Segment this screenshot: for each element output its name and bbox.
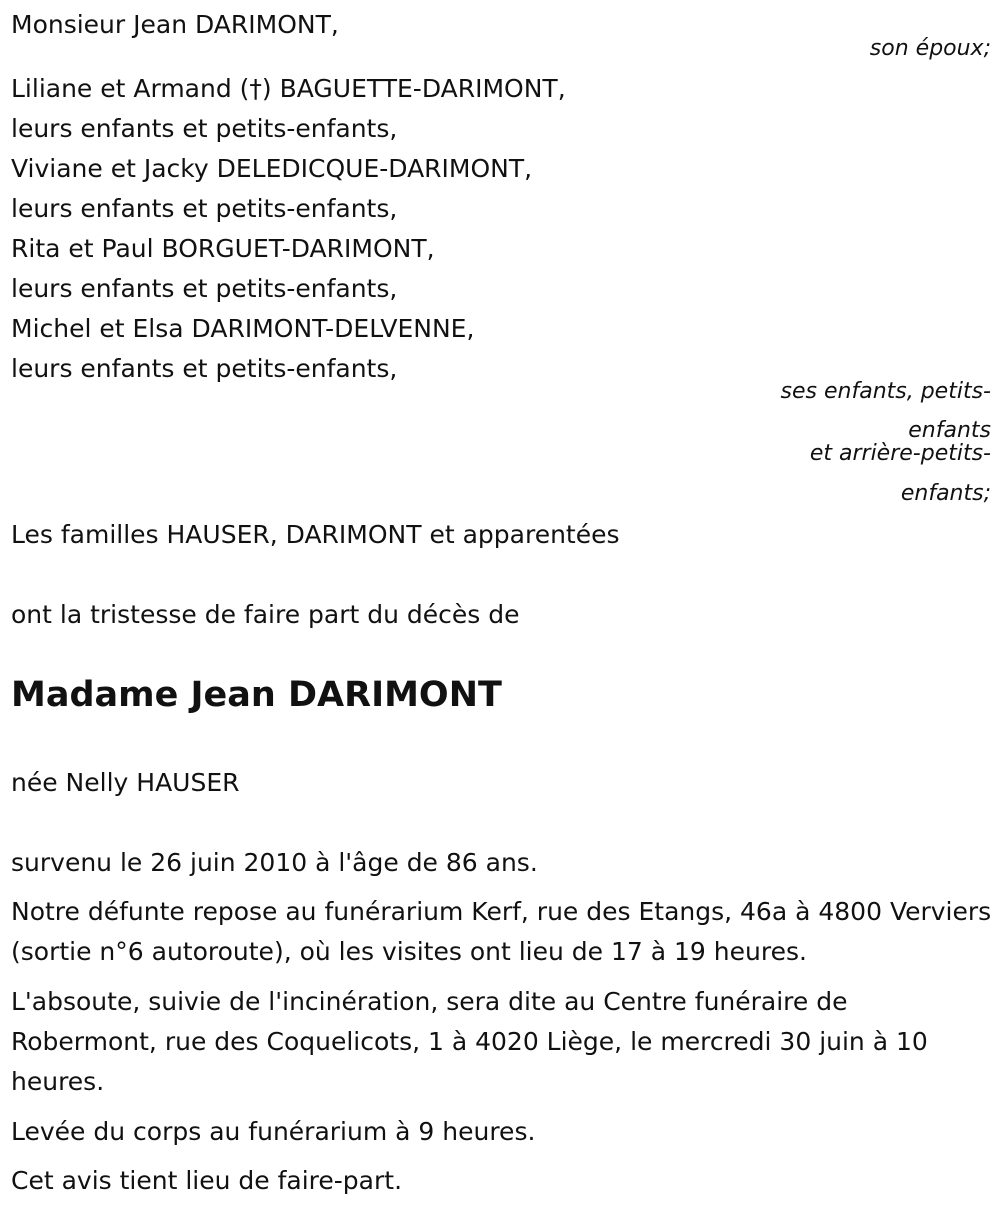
husband-role: son époux; <box>869 36 991 61</box>
removal-line: Levée du corps au funérarium à 9 heures. <box>11 1117 536 1146</box>
children-role-line-1: ses enfants, petits- <box>780 379 991 404</box>
children-role-line-3: et arrière-petits- <box>809 441 991 466</box>
child-3-descendants: leurs enfants et petits-enfants, <box>11 274 398 303</box>
closing-line: Cet avis tient lieu de faire-part. <box>11 1166 403 1195</box>
death-info: survenu le 26 juin 2010 à l'âge de 86 ans. <box>11 848 538 877</box>
deceased-name: Madame Jean DARIMONT <box>11 675 502 715</box>
child-2-descendants: leurs enfants et petits-enfants, <box>11 194 398 223</box>
funeral-home-paragraph: Notre défunte repose au funérarium Kerf, rue des Etangs, 46a à 4800 Verviers (sortie n°6 autoroute), où les visites ont lieu de 17 à 19 heures. <box>11 897 992 966</box>
child-3-couple: Rita et Paul BORGUET-DARIMONT, <box>11 234 435 263</box>
ceremony-paragraph: L'absoute, suivie de l'incinération, sera dite au Centre funéraire de Robermont, rue des Coquelicots, 1 à 4020 Liège, le mercredi 30 juin à 10 heures. <box>11 987 928 1096</box>
children-role-line-4: enfants; <box>900 481 991 506</box>
child-2-couple: Viviane et Jacky DELEDICQUE-DARIMONT, <box>11 154 533 183</box>
children-role-line-2: enfants <box>908 418 991 443</box>
child-4-couple: Michel et Elsa DARIMONT-DELVENNE, <box>11 314 475 343</box>
families-line: Les familles HAUSER, DARIMONT et apparentées <box>11 520 620 549</box>
husband-name: Monsieur Jean DARIMONT, <box>11 10 339 39</box>
child-1-descendants: leurs enfants et petits-enfants, <box>11 114 398 143</box>
maiden-name: née Nelly HAUSER <box>11 768 240 797</box>
announcement-line: ont la tristesse de faire part du décès de <box>11 600 520 629</box>
child-4-descendants: leurs enfants et petits-enfants, <box>11 354 398 383</box>
child-1-couple: Liliane et Armand (†) BAGUETTE-DARIMONT, <box>11 74 566 103</box>
